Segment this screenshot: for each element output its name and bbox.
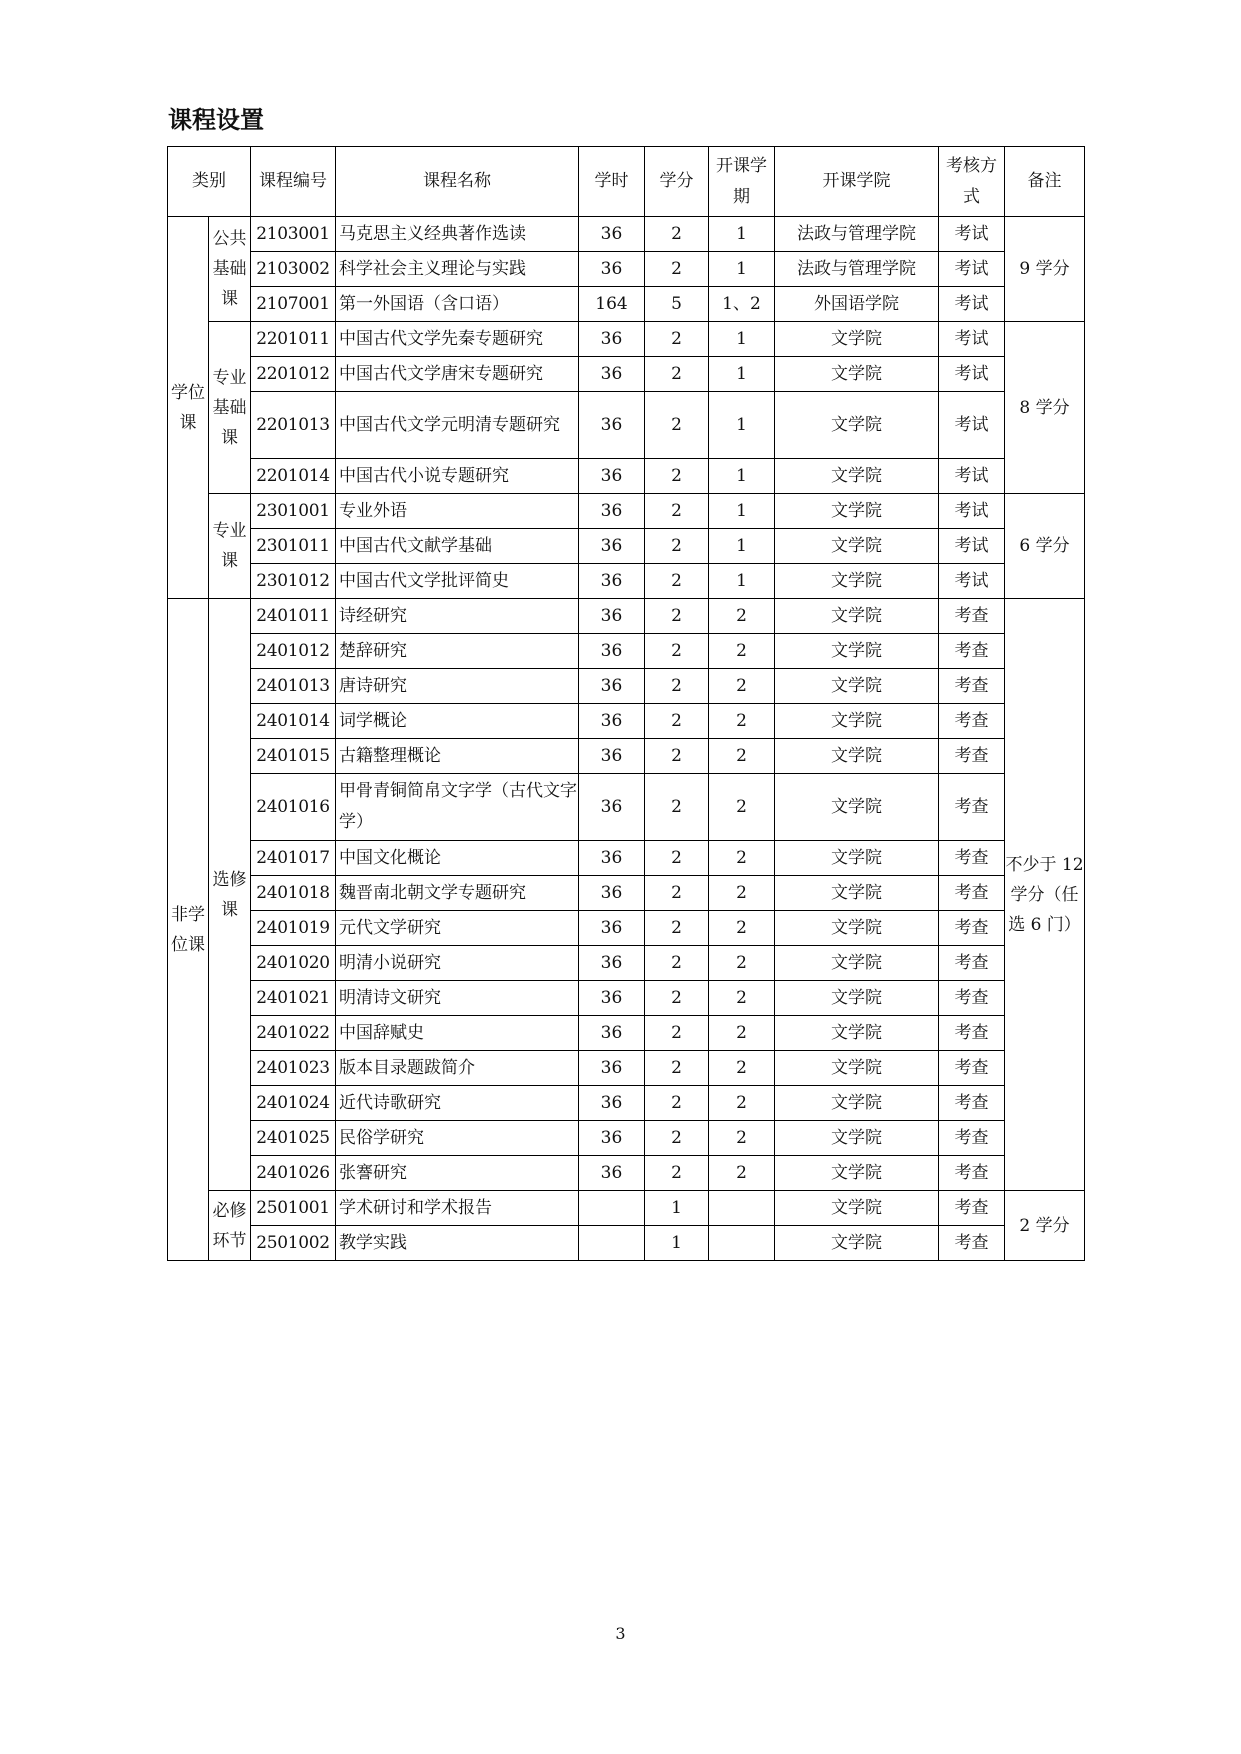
course-name: 中国古代小说专题研究	[336, 459, 579, 494]
course-name: 中国古代文学元明清专题研究	[336, 392, 579, 459]
course-credits: 2	[645, 841, 709, 876]
course-college: 文学院	[775, 704, 939, 739]
course-assessment: 考查	[939, 669, 1005, 704]
course-code: 2301001	[251, 494, 336, 529]
course-name: 甲骨青铜简帛文字学（古代文字学）	[336, 774, 579, 841]
course-assessment: 考查	[939, 634, 1005, 669]
course-code: 2103002	[251, 252, 336, 287]
course-semester: 2	[709, 1016, 775, 1051]
course-code: 2401012	[251, 634, 336, 669]
course-name: 楚辞研究	[336, 634, 579, 669]
course-assessment: 考试	[939, 357, 1005, 392]
course-code: 2401014	[251, 704, 336, 739]
course-college: 文学院	[775, 599, 939, 634]
course-college: 文学院	[775, 1086, 939, 1121]
course-hours: 36	[579, 634, 645, 669]
course-assessment: 考查	[939, 739, 1005, 774]
course-college: 文学院	[775, 1051, 939, 1086]
course-name: 诗经研究	[336, 599, 579, 634]
header-category: 类别	[168, 147, 251, 217]
course-college: 法政与管理学院	[775, 217, 939, 252]
subcategory-public-basic: 公共基础课	[209, 217, 251, 322]
course-semester: 2	[709, 946, 775, 981]
course-college: 文学院	[775, 1016, 939, 1051]
table-row	[168, 357, 1085, 392]
course-hours: 36	[579, 1156, 645, 1191]
table-row	[168, 841, 1085, 876]
course-hours: 36	[579, 669, 645, 704]
course-name: 近代诗歌研究	[336, 1086, 579, 1121]
course-semester: 1	[709, 392, 775, 459]
course-assessment: 考查	[939, 1191, 1005, 1226]
course-credits: 2	[645, 1016, 709, 1051]
course-credits: 2	[645, 1051, 709, 1086]
course-code: 2201011	[251, 322, 336, 357]
table-row	[168, 704, 1085, 739]
course-credits: 2	[645, 322, 709, 357]
table-row	[168, 287, 1085, 322]
course-code: 2107001	[251, 287, 336, 322]
course-code: 2401020	[251, 946, 336, 981]
course-credits: 2	[645, 494, 709, 529]
course-hours: 36	[579, 459, 645, 494]
course-college: 文学院	[775, 529, 939, 564]
course-semester: 2	[709, 1051, 775, 1086]
course-hours: 36	[579, 841, 645, 876]
course-code: 2401018	[251, 876, 336, 911]
course-assessment: 考查	[939, 911, 1005, 946]
course-hours	[579, 1191, 645, 1226]
course-code: 2201013	[251, 392, 336, 459]
course-semester: 1	[709, 322, 775, 357]
course-college: 文学院	[775, 911, 939, 946]
course-college: 文学院	[775, 669, 939, 704]
course-code: 2401025	[251, 1121, 336, 1156]
course-credits: 2	[645, 946, 709, 981]
course-college: 文学院	[775, 946, 939, 981]
header-credits: 学分	[645, 147, 709, 217]
course-name: 中国古代文学先秦专题研究	[336, 322, 579, 357]
course-assessment: 考查	[939, 876, 1005, 911]
table-row	[168, 876, 1085, 911]
table-row	[168, 774, 1085, 841]
table-row	[168, 1226, 1085, 1261]
course-assessment: 考查	[939, 774, 1005, 841]
course-assessment: 考查	[939, 1156, 1005, 1191]
course-semester: 1	[709, 357, 775, 392]
subcategory-required-link: 必修环节	[209, 1191, 251, 1261]
course-hours	[579, 1226, 645, 1261]
course-college: 文学院	[775, 841, 939, 876]
course-hours: 36	[579, 252, 645, 287]
course-code: 2401021	[251, 981, 336, 1016]
course-semester: 2	[709, 1086, 775, 1121]
course-semester: 1	[709, 564, 775, 599]
course-credits: 5	[645, 287, 709, 322]
course-name: 唐诗研究	[336, 669, 579, 704]
course-college: 文学院	[775, 459, 939, 494]
course-hours: 36	[579, 774, 645, 841]
course-credits: 2	[645, 774, 709, 841]
course-hours: 36	[579, 1051, 645, 1086]
course-hours: 36	[579, 1016, 645, 1051]
course-name: 马克思主义经典著作选读	[336, 217, 579, 252]
course-code: 2301012	[251, 564, 336, 599]
course-college: 文学院	[775, 739, 939, 774]
course-credits: 1	[645, 1226, 709, 1261]
course-table	[167, 146, 1085, 1261]
course-code: 2401017	[251, 841, 336, 876]
note-major-basic: 8 学分	[1005, 322, 1085, 494]
course-credits: 1	[645, 1191, 709, 1226]
note-elective: 不少于 12 学分（任选 6 门）	[1005, 599, 1085, 1191]
course-name: 张謇研究	[336, 1156, 579, 1191]
course-semester: 1	[709, 494, 775, 529]
course-code: 2401024	[251, 1086, 336, 1121]
course-semester: 2	[709, 1156, 775, 1191]
course-assessment: 考试	[939, 322, 1005, 357]
course-credits: 2	[645, 634, 709, 669]
course-hours: 36	[579, 599, 645, 634]
table-row	[168, 494, 1085, 529]
course-code: 2401026	[251, 1156, 336, 1191]
course-semester: 1	[709, 459, 775, 494]
course-semester	[709, 1226, 775, 1261]
course-code: 2401023	[251, 1051, 336, 1086]
course-hours: 36	[579, 564, 645, 599]
table-row	[168, 459, 1085, 494]
category-non-degree: 非学位课	[168, 599, 209, 1261]
course-code: 2401013	[251, 669, 336, 704]
course-semester: 2	[709, 634, 775, 669]
table-row	[168, 252, 1085, 287]
course-college: 文学院	[775, 564, 939, 599]
course-college: 文学院	[775, 1156, 939, 1191]
course-college: 文学院	[775, 634, 939, 669]
course-hours: 36	[579, 494, 645, 529]
course-assessment: 考试	[939, 529, 1005, 564]
course-assessment: 考查	[939, 841, 1005, 876]
course-semester: 2	[709, 704, 775, 739]
page-number: 3	[615, 1624, 626, 1643]
course-college: 文学院	[775, 392, 939, 459]
course-name: 古籍整理概论	[336, 739, 579, 774]
course-college: 文学院	[775, 876, 939, 911]
course-credits: 2	[645, 911, 709, 946]
note-public-basic: 9 学分	[1005, 217, 1085, 322]
course-credits: 2	[645, 1156, 709, 1191]
table-row	[168, 392, 1085, 459]
table-row	[168, 946, 1085, 981]
table-row	[168, 1121, 1085, 1156]
course-assessment: 考试	[939, 392, 1005, 459]
course-name: 元代文学研究	[336, 911, 579, 946]
course-credits: 2	[645, 876, 709, 911]
note-major: 6 学分	[1005, 494, 1085, 599]
course-code: 2103001	[251, 217, 336, 252]
course-credits: 2	[645, 1121, 709, 1156]
table-row	[168, 1051, 1085, 1086]
course-code: 2301011	[251, 529, 336, 564]
course-semester: 2	[709, 599, 775, 634]
course-assessment: 考试	[939, 252, 1005, 287]
course-semester: 2	[709, 739, 775, 774]
course-assessment: 考查	[939, 1016, 1005, 1051]
course-assessment: 考试	[939, 287, 1005, 322]
course-semester: 2	[709, 841, 775, 876]
category-degree: 学位课	[168, 217, 209, 599]
course-name: 民俗学研究	[336, 1121, 579, 1156]
course-code: 2401011	[251, 599, 336, 634]
header-name: 课程名称	[336, 147, 579, 217]
table-row	[168, 981, 1085, 1016]
header-hours: 学时	[579, 147, 645, 217]
course-credits: 2	[645, 1086, 709, 1121]
course-college: 文学院	[775, 981, 939, 1016]
course-hours: 36	[579, 946, 645, 981]
course-hours: 36	[579, 357, 645, 392]
header-assessment: 考核方式	[939, 147, 1005, 217]
course-hours: 36	[579, 392, 645, 459]
course-credits: 2	[645, 459, 709, 494]
course-name: 中国古代文学唐宋专题研究	[336, 357, 579, 392]
table-row	[168, 739, 1085, 774]
course-credits: 2	[645, 704, 709, 739]
course-hours: 164	[579, 287, 645, 322]
course-semester: 2	[709, 876, 775, 911]
subcategory-major: 专业课	[209, 494, 251, 599]
course-semester: 2	[709, 669, 775, 704]
course-semester: 1	[709, 529, 775, 564]
course-assessment: 考查	[939, 946, 1005, 981]
course-assessment: 考查	[939, 1121, 1005, 1156]
course-name: 中国古代文学批评简史	[336, 564, 579, 599]
course-hours: 36	[579, 876, 645, 911]
course-college: 文学院	[775, 494, 939, 529]
course-semester: 1	[709, 217, 775, 252]
course-credits: 2	[645, 217, 709, 252]
course-name: 科学社会主义理论与实践	[336, 252, 579, 287]
course-credits: 2	[645, 252, 709, 287]
header-college: 开课学院	[775, 147, 939, 217]
table-row	[168, 322, 1085, 357]
course-code: 2401015	[251, 739, 336, 774]
course-name: 教学实践	[336, 1226, 579, 1261]
course-name: 魏晋南北朝文学专题研究	[336, 876, 579, 911]
table-row	[168, 1016, 1085, 1051]
course-semester	[709, 1191, 775, 1226]
course-hours: 36	[579, 529, 645, 564]
header-code: 课程编号	[251, 147, 336, 217]
course-hours: 36	[579, 911, 645, 946]
course-code: 2401019	[251, 911, 336, 946]
table-row	[168, 669, 1085, 704]
table-row	[168, 911, 1085, 946]
course-code: 2401016	[251, 774, 336, 841]
course-college: 文学院	[775, 774, 939, 841]
course-college: 文学院	[775, 1121, 939, 1156]
table-row	[168, 529, 1085, 564]
course-semester: 2	[709, 1121, 775, 1156]
course-credits: 2	[645, 981, 709, 1016]
table-row	[168, 564, 1085, 599]
course-name: 专业外语	[336, 494, 579, 529]
course-assessment: 考查	[939, 1086, 1005, 1121]
course-semester: 1、2	[709, 287, 775, 322]
course-name: 第一外国语（含口语）	[336, 287, 579, 322]
table-row	[168, 599, 1085, 634]
course-assessment: 考试	[939, 564, 1005, 599]
course-assessment: 考查	[939, 1226, 1005, 1261]
course-college: 外国语学院	[775, 287, 939, 322]
course-code: 2401022	[251, 1016, 336, 1051]
course-assessment: 考查	[939, 704, 1005, 739]
subcategory-major-basic: 专业基础课	[209, 322, 251, 494]
course-college: 文学院	[775, 322, 939, 357]
course-hours: 36	[579, 704, 645, 739]
table-row	[168, 1086, 1085, 1121]
page-title: 课程设置	[168, 106, 264, 134]
course-credits: 2	[645, 357, 709, 392]
course-semester: 1	[709, 252, 775, 287]
course-code: 2501002	[251, 1226, 336, 1261]
course-assessment: 考查	[939, 1051, 1005, 1086]
course-hours: 36	[579, 217, 645, 252]
course-name: 中国辞赋史	[336, 1016, 579, 1051]
course-code: 2201012	[251, 357, 336, 392]
table-row	[168, 217, 1085, 252]
course-credits: 2	[645, 599, 709, 634]
course-name: 明清诗文研究	[336, 981, 579, 1016]
course-name: 中国古代文献学基础	[336, 529, 579, 564]
header-row	[168, 147, 1085, 217]
course-assessment: 考查	[939, 599, 1005, 634]
table-row	[168, 1156, 1085, 1191]
course-name: 明清小说研究	[336, 946, 579, 981]
course-semester: 2	[709, 911, 775, 946]
course-hours: 36	[579, 981, 645, 1016]
table-row	[168, 634, 1085, 669]
course-name: 学术研讨和学术报告	[336, 1191, 579, 1226]
course-name: 中国文化概论	[336, 841, 579, 876]
course-credits: 2	[645, 669, 709, 704]
course-credits: 2	[645, 564, 709, 599]
course-credits: 2	[645, 392, 709, 459]
course-semester: 2	[709, 774, 775, 841]
note-required-link: 2 学分	[1005, 1191, 1085, 1261]
course-assessment: 考试	[939, 459, 1005, 494]
course-hours: 36	[579, 322, 645, 357]
course-name: 版本目录题跋简介	[336, 1051, 579, 1086]
course-hours: 36	[579, 739, 645, 774]
course-hours: 36	[579, 1121, 645, 1156]
course-hours: 36	[579, 1086, 645, 1121]
header-semester: 开课学期	[709, 147, 775, 217]
course-assessment: 考试	[939, 217, 1005, 252]
course-assessment: 考查	[939, 981, 1005, 1016]
course-code: 2501001	[251, 1191, 336, 1226]
course-credits: 2	[645, 529, 709, 564]
course-credits: 2	[645, 739, 709, 774]
course-college: 文学院	[775, 357, 939, 392]
course-code: 2201014	[251, 459, 336, 494]
header-notes: 备注	[1005, 147, 1085, 217]
table-row	[168, 1191, 1085, 1226]
course-semester: 2	[709, 981, 775, 1016]
course-college: 法政与管理学院	[775, 252, 939, 287]
course-assessment: 考试	[939, 494, 1005, 529]
course-college: 文学院	[775, 1191, 939, 1226]
course-college: 文学院	[775, 1226, 939, 1261]
course-name: 词学概论	[336, 704, 579, 739]
subcategory-elective: 选修课	[209, 599, 251, 1191]
